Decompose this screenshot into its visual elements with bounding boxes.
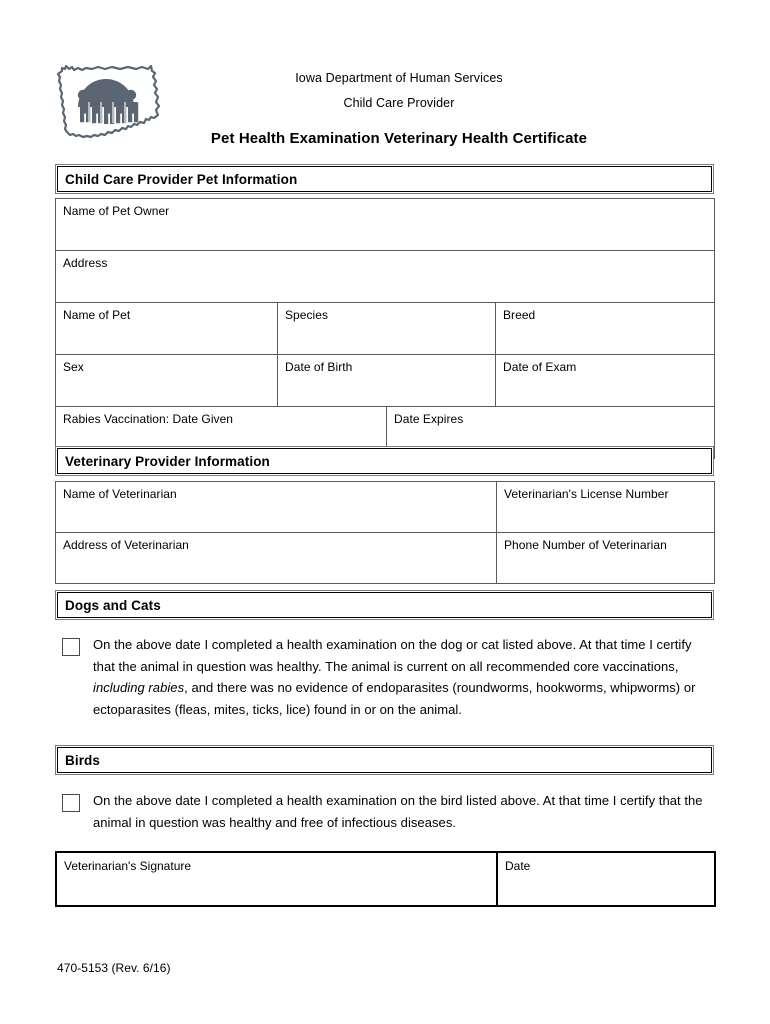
field-name-of-veterinarian[interactable]	[56, 482, 497, 533]
field-label: Date Expires	[394, 412, 464, 426]
table-row	[56, 482, 715, 533]
field-sex[interactable]	[56, 355, 278, 407]
birds-attestation	[55, 790, 714, 833]
section-header-birds	[55, 745, 714, 775]
field-label: Phone Number of Veterinarian	[504, 538, 667, 552]
section-title-veterinary-provider: Veterinary Provider Information	[65, 453, 270, 469]
veterinary-provider-table	[55, 481, 715, 584]
section-header-pet-information	[55, 164, 714, 194]
field-label: Sex	[63, 360, 84, 374]
birds-checkbox[interactable]	[62, 794, 80, 812]
section-header-veterinary-provider	[55, 446, 714, 476]
statement-part-2: , and there was no evidence of endoparasites (roundworms, hookworms, whipworms) or ectoparasites (fleas, mites, ticks, lice) found in or on the animal.	[93, 680, 696, 717]
field-label: Date of Exam	[503, 360, 577, 374]
header-subtitle: Child Care Provider	[343, 96, 455, 110]
table-row	[56, 852, 715, 906]
field-veterinarian-signature[interactable]	[56, 852, 497, 906]
field-license-number[interactable]	[497, 482, 715, 533]
field-label: Address	[63, 256, 108, 270]
dogs-and-cats-checkbox[interactable]	[62, 638, 80, 656]
section-header-dogs-and-cats	[55, 590, 714, 620]
table-row	[56, 199, 715, 251]
section-title-dogs-and-cats: Dogs and Cats	[65, 597, 161, 613]
field-date-of-birth[interactable]	[278, 355, 496, 407]
section-title-birds: Birds	[65, 752, 101, 768]
field-address-of-veterinarian[interactable]	[56, 533, 497, 584]
field-label: Veterinarian's License Number	[504, 487, 669, 501]
form-number: 470-5153 (Rev. 6/16)	[57, 961, 171, 975]
field-label: Date of Birth	[285, 360, 353, 374]
table-row	[56, 251, 715, 303]
field-label: Name of Pet Owner	[63, 204, 170, 218]
table-row	[56, 303, 715, 355]
field-species[interactable]	[278, 303, 496, 355]
statement-part-1: On the above date I completed a health examination on the dog or cat listed above. At that time I certify that the animal in question was healthy. The animal is current on all recommended core vaccinations,	[93, 637, 692, 674]
field-label: Rabies Vaccination: Date Given	[63, 412, 234, 426]
field-address[interactable]	[56, 251, 715, 303]
signature-table	[55, 851, 716, 907]
field-label: Name of Pet	[63, 308, 131, 322]
field-label: Veterinarian's Signature	[64, 859, 192, 873]
field-name-of-pet[interactable]	[56, 303, 278, 355]
field-label: Breed	[503, 308, 536, 322]
field-signature-date[interactable]	[497, 852, 715, 906]
agency-name: Iowa Department of Human Services	[295, 71, 503, 85]
table-row	[56, 355, 715, 407]
dogs-and-cats-statement	[93, 634, 714, 720]
field-phone-number[interactable]	[497, 533, 715, 584]
statement-emphasis: including rabies	[93, 680, 185, 695]
dogs-and-cats-attestation	[55, 634, 714, 720]
field-date-of-exam[interactable]	[496, 355, 715, 407]
section-title-pet-information: Child Care Provider Pet Information	[65, 171, 298, 187]
field-label: Species	[285, 308, 329, 322]
birds-statement: On the above date I completed a health examination on the bird listed above. At that time I certify that the animal in question was healthy and free of infectious diseases.	[93, 793, 703, 830]
table-row	[56, 533, 715, 584]
field-label: Date	[505, 859, 531, 873]
field-breed[interactable]	[496, 303, 715, 355]
field-label: Address of Veterinarian	[63, 538, 189, 552]
document-header	[0, 0, 770, 158]
pet-information-table	[55, 198, 715, 459]
field-name-of-pet-owner[interactable]	[56, 199, 715, 251]
page-title: Pet Health Examination Veterinary Health Certificate	[210, 130, 588, 147]
field-label: Name of Veterinarian	[63, 487, 177, 501]
